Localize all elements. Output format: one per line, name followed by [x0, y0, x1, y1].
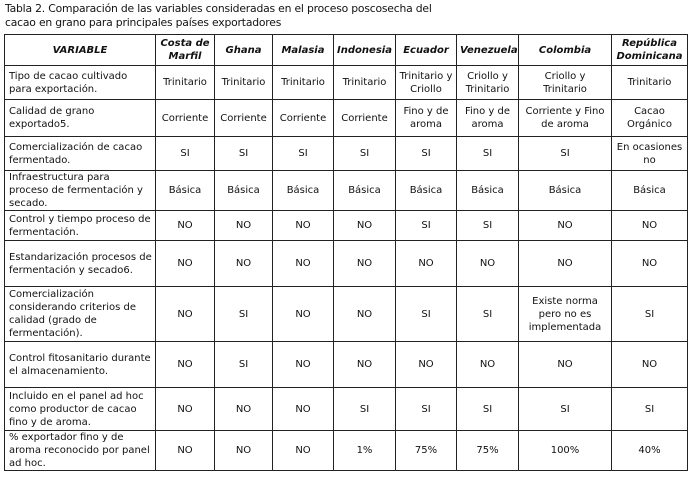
value-cell: NO — [215, 241, 273, 287]
variable-cell: Incluido en el panel ad hoc como productor de cacao fino y de aroma. — [5, 388, 156, 431]
header-malasia: Malasia — [273, 35, 334, 66]
comparison-table — [4, 34, 688, 471]
value-cell: Corriente y Fino de aroma — [519, 100, 612, 137]
value-cell: SI — [396, 388, 457, 431]
value-cell: NO — [519, 241, 612, 287]
value-cell: Básica — [156, 171, 215, 211]
value-cell: SI — [612, 388, 688, 431]
table-row — [5, 388, 688, 431]
value-cell: NO — [612, 342, 688, 388]
table-row — [5, 100, 688, 137]
value-cell: NO — [457, 241, 519, 287]
variable-cell: Calidad de grano exportado5. — [5, 100, 156, 137]
table-row — [5, 171, 688, 211]
value-cell: NO — [612, 211, 688, 241]
value-cell: Criollo y Trinitario — [519, 66, 612, 100]
value-cell: Fino y de aroma — [396, 100, 457, 137]
value-cell: Cacao Orgánico — [612, 100, 688, 137]
value-cell: NO — [519, 211, 612, 241]
value-cell: SI — [396, 137, 457, 171]
value-cell: Corriente — [334, 100, 396, 137]
value-cell: SI — [334, 137, 396, 171]
value-cell: Trinitario — [215, 66, 273, 100]
value-cell: NO — [215, 388, 273, 431]
header-row — [5, 35, 688, 66]
value-cell: SI — [396, 287, 457, 342]
value-cell: 100% — [519, 431, 612, 471]
value-cell: NO — [334, 287, 396, 342]
value-cell: NO — [612, 241, 688, 287]
value-cell: SI — [396, 211, 457, 241]
value-cell: Trinitario y Criollo — [396, 66, 457, 100]
value-cell: Trinitario — [612, 66, 688, 100]
value-cell: 75% — [396, 431, 457, 471]
variable-cell: Tipo de cacao cultivado para exportación. — [5, 66, 156, 100]
value-cell: Trinitario — [156, 66, 215, 100]
value-cell: NO — [215, 431, 273, 471]
value-cell: SI — [519, 137, 612, 171]
value-cell: Trinitario — [273, 66, 334, 100]
value-cell: NO — [457, 342, 519, 388]
value-cell: NO — [334, 211, 396, 241]
value-cell: SI — [519, 388, 612, 431]
header-colombia: Colombia — [519, 35, 612, 66]
header-ghana: Ghana — [215, 35, 273, 66]
value-cell: Trinitario — [334, 66, 396, 100]
value-cell: Básica — [457, 171, 519, 211]
variable-cell: Infraestructura para proceso de fermentación y secado. — [5, 171, 156, 211]
value-cell: SI — [273, 137, 334, 171]
value-cell: NO — [156, 342, 215, 388]
value-cell: SI — [612, 287, 688, 342]
value-cell: 1% — [334, 431, 396, 471]
value-cell: SI — [457, 211, 519, 241]
value-cell: SI — [457, 137, 519, 171]
variable-cell: Comercialización de cacao fermentado. — [5, 137, 156, 171]
value-cell: SI — [215, 137, 273, 171]
value-cell: NO — [156, 241, 215, 287]
value-cell: NO — [156, 287, 215, 342]
table-row — [5, 342, 688, 388]
value-cell: Básica — [519, 171, 612, 211]
value-cell: Corriente — [215, 100, 273, 137]
value-cell: NO — [273, 388, 334, 431]
value-cell: Básica — [215, 171, 273, 211]
value-cell: NO — [273, 241, 334, 287]
value-cell: SI — [156, 137, 215, 171]
variable-cell: Control y tiempo proceso de fermentación. — [5, 211, 156, 241]
table-row — [5, 137, 688, 171]
value-cell: NO — [396, 241, 457, 287]
variable-cell: % exportador fino y de aroma reconocido por panel ad hoc. — [5, 431, 156, 471]
value-cell: SI — [215, 342, 273, 388]
value-cell: Corriente — [273, 100, 334, 137]
table-caption: Tabla 2. Comparación de las variables consideradas en el proceso poscosecha del cacao en grano para principales países exportadores — [5, 2, 432, 29]
value-cell: NO — [519, 342, 612, 388]
value-cell: NO — [273, 211, 334, 241]
header-indonesia: Indonesia — [334, 35, 396, 66]
variable-cell: Control fitosanitario durante el almacenamiento. — [5, 342, 156, 388]
value-cell: Básica — [273, 171, 334, 211]
value-cell: Existe norma pero no es implementada — [519, 287, 612, 342]
table-row — [5, 241, 688, 287]
value-cell: SI — [215, 287, 273, 342]
value-cell: NO — [273, 287, 334, 342]
header-variable: VARIABLE — [5, 35, 156, 66]
value-cell: NO — [156, 388, 215, 431]
header-venezuela: Venezuela — [457, 35, 519, 66]
table-row — [5, 431, 688, 471]
header-republica-dominicana: República Dominicana — [612, 35, 688, 66]
header-ecuador: Ecuador — [396, 35, 457, 66]
value-cell: NO — [156, 211, 215, 241]
value-cell: NO — [215, 211, 273, 241]
value-cell: Fino y de aroma — [457, 100, 519, 137]
value-cell: Corriente — [156, 100, 215, 137]
value-cell: NO — [334, 342, 396, 388]
value-cell: Básica — [612, 171, 688, 211]
value-cell: NO — [396, 342, 457, 388]
header-costa-de-marfil: Costa de Marfil — [156, 35, 215, 66]
value-cell: 40% — [612, 431, 688, 471]
value-cell: NO — [334, 241, 396, 287]
value-cell: Básica — [396, 171, 457, 211]
table-row — [5, 211, 688, 241]
value-cell: Criollo y Trinitario — [457, 66, 519, 100]
value-cell: Básica — [334, 171, 396, 211]
value-cell: SI — [457, 388, 519, 431]
table-row — [5, 287, 688, 342]
variable-cell: Comercialización considerando criterios de calidad (grado de fermentación). — [5, 287, 156, 342]
value-cell: En ocasiones no — [612, 137, 688, 171]
variable-cell: Estandarización procesos de fermentación y secado6. — [5, 241, 156, 287]
value-cell: SI — [334, 388, 396, 431]
value-cell: NO — [273, 431, 334, 471]
table-row — [5, 66, 688, 100]
value-cell: NO — [273, 342, 334, 388]
value-cell: SI — [457, 287, 519, 342]
value-cell: NO — [156, 431, 215, 471]
value-cell: 75% — [457, 431, 519, 471]
